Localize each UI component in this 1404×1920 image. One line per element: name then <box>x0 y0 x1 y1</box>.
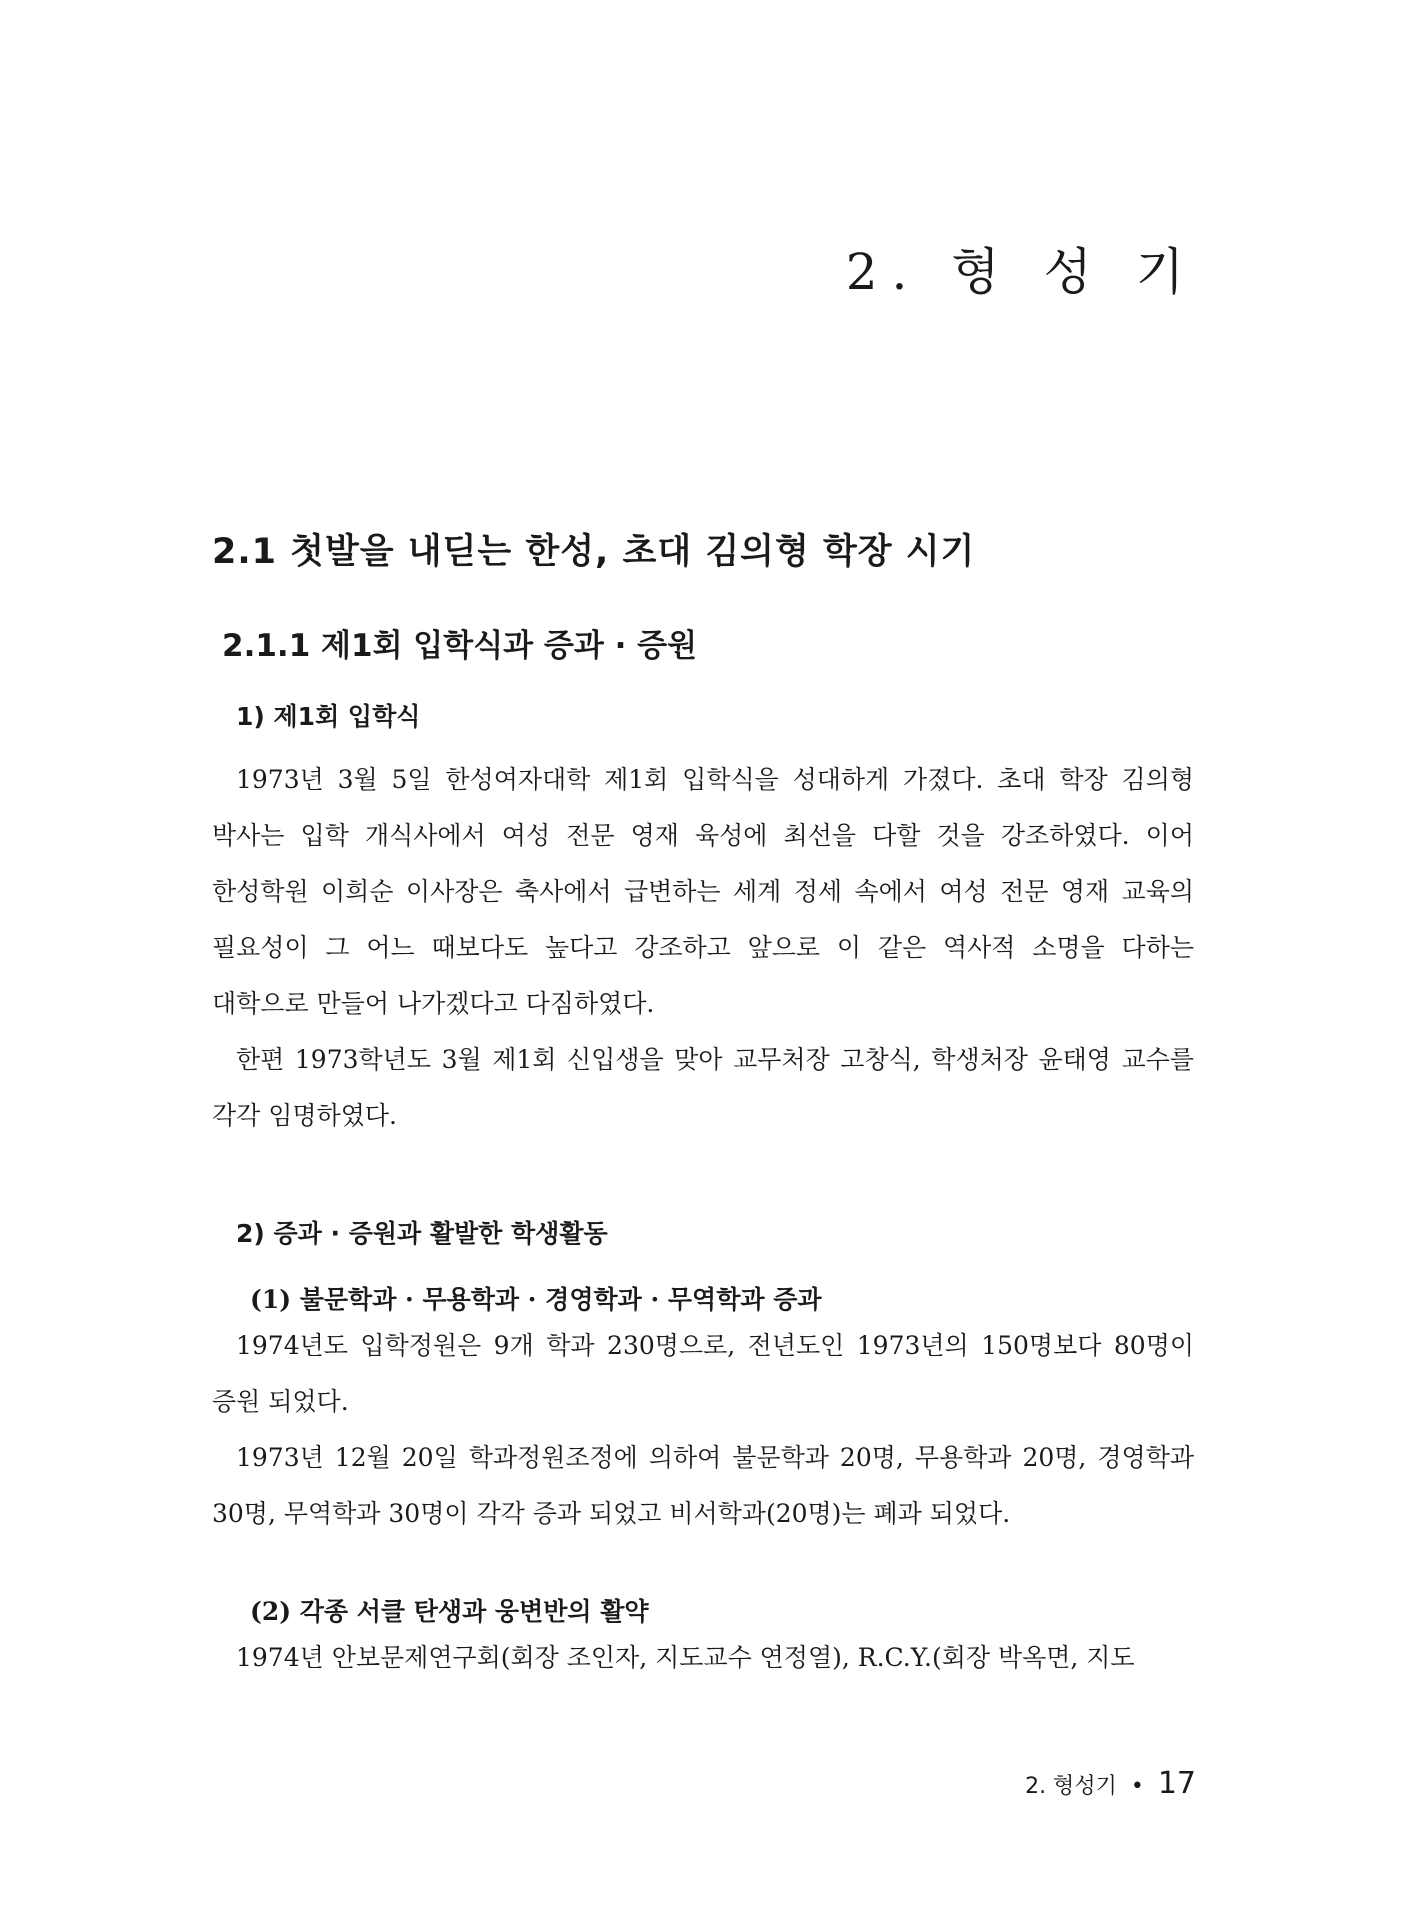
paragraph-clubs-1974: 1974년 안보문제연구회(회장 조인자, 지도교수 연정열), R.C.Y.(회장 박옥면, 지도 <box>236 1643 1135 1672</box>
paragraph-dept-adjustment: 1973년 12월 20일 학과정원조정에 의하여 불문학과 20명, 무용학과 20명, 경영학과 30명, 무역학과 30명이 각각 증과 되었고 비서학과(20명)는 폐과 되었다. <box>212 1443 1194 1528</box>
subitem-heading-1: (1) 불문학과 · 무용학과 · 경영학과 · 무역학과 증과 <box>250 1285 822 1314</box>
chapter-title: 2. 형 성 기 <box>845 243 1198 301</box>
page-footer <box>1025 1766 1196 1801</box>
section-heading: 2.1 첫발을 내딛는 한성, 초대 김의형 학장 시기 <box>212 532 976 572</box>
paragraph-entrance-ceremony: 1973년 3월 5일 한성여자대학 제1회 입학식을 성대하게 가졌다. 초대 학장 김의형 박사는 입학 개식사에서 여성 전문 영재 육성에 최선을 다할 것을 강조하였다. 이어 한성학원 이희순 이사장은 축사에서 급변하는 세계 정세 속에서 여성 전문 영재 교육의 필요성이 그 어느 때보다도 높다고 강조하고 앞으로 이 같은 역사적 소명을 다하는 대학으로 만들어 나가겠다고 다짐하였다. <box>212 765 1194 1018</box>
paragraph-quota-1974: 1974년도 입학정원은 9개 학과 230명으로, 전년도인 1973년의 150명보다 80명이 증원 되었다. <box>212 1331 1194 1416</box>
subsection-heading: 2.1.1 제1회 입학식과 증과 · 증원 <box>222 628 698 664</box>
page-number: 17 <box>1157 1766 1196 1801</box>
footer-bullet: • <box>1130 1774 1144 1799</box>
item-heading-1: 1) 제1회 입학식 <box>236 702 421 731</box>
item-heading-2: 2) 증과 · 증원과 활발한 학생활동 <box>236 1219 608 1248</box>
subitem-heading-2: (2) 각종 서클 탄생과 웅변반의 활약 <box>250 1597 649 1626</box>
paragraph-appointments: 한편 1973학년도 3월 제1회 신입생을 맞아 교무처장 고창식, 학생처장 윤태영 교수를 각각 임명하였다. <box>212 1045 1194 1130</box>
running-head: 2. 형성기 <box>1025 1774 1117 1799</box>
